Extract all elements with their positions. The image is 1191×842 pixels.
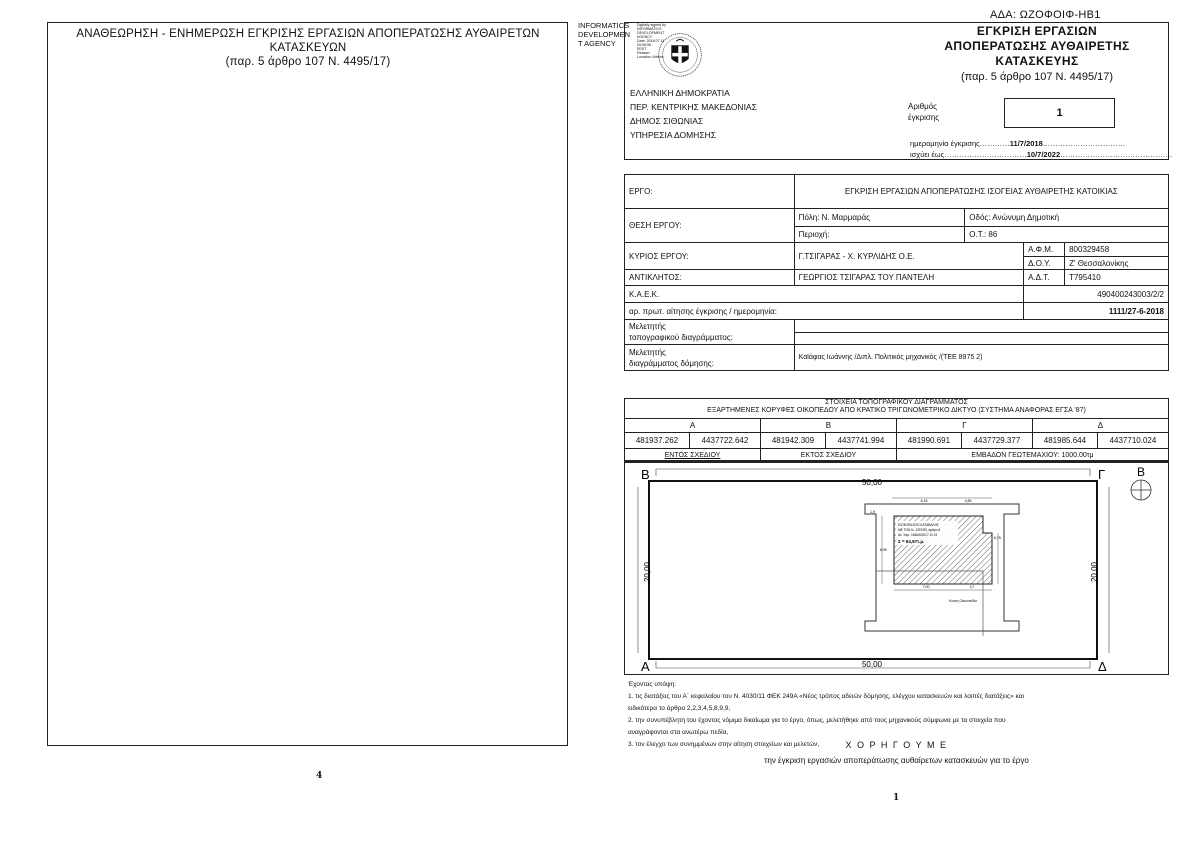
meleti-dom-line: Μελετητής [629, 347, 666, 357]
greek-coat-of-arms-icon [651, 22, 709, 80]
ergo-label: ΕΡΓΟ: [625, 175, 795, 209]
perioxi-value: Περιοχή: [794, 227, 965, 243]
meleti-topo-label [625, 320, 795, 345]
table-row [625, 320, 1169, 333]
coordinates-title-line: ΣΤΟΙΧΕΙΑ ΤΟΠΟΓΡΑΦΙΚΟΥ ΔΙΑΓΡΑΜΜΑΤΟΣ [825, 399, 968, 406]
approval-date-line [910, 139, 1125, 148]
site-plan-drawing [624, 461, 1169, 675]
coordinates-title-line: ΕΞΑΡΤΗΜΕΝΕΣ ΚΟΡΥΦΕΣ ΟΙΚΟΠΕΔΟΥ ΑΠΟ ΚΡΑΤΙΚΟ ΤΡΙΓΩΝΟΜΕΤΡΙΚΟ ΔΙΚΤΥΟ (ΣΥΣΤΗΜΑ ΑΝΑΦΟΡΑΣ ΕΓΣΑ '87) [707, 407, 1086, 414]
approval-number-label [908, 101, 939, 123]
document-title [912, 24, 1162, 69]
adt-label: Α.Δ.Τ. [1024, 270, 1065, 286]
info-dev-label [578, 21, 630, 48]
table-row [625, 433, 1169, 449]
bottom-dimension: 50,00 [861, 660, 883, 669]
meleti-topo-line: τοπογραφικού διαγράμματος: [629, 333, 733, 342]
signature-line: Location: Athens [637, 55, 664, 59]
vertex-name: Β [760, 419, 896, 433]
corner-a: Α [641, 659, 650, 674]
left-title-line-1: ΑΝΑΘΕΩΡΗΣΗ - ΕΝΗΜΕΡΩΣΗ ΕΓΚΡΙΣΗΣ ΕΡΓΑΣΙΩΝ ΑΠΟΠΕΡΑΤΩΣΗΣ ΑΥΘΑΙΡΕΤΩΝ [76, 28, 540, 40]
vertex-y: 4437710.024 [1097, 433, 1168, 449]
org-line: ΠΕΡ. ΚΕΝΤΡΙΚΗΣ ΜΑΚΕΔΟΝΙΑΣ [630, 102, 757, 112]
valid-until-date: 10/7/2022 [1026, 150, 1061, 159]
kyrios-label: ΚΥΡΙΟΣ ΕΡΓΟΥ: [625, 243, 795, 270]
table-row [625, 243, 1169, 257]
vertex-x: 481937.262 [625, 433, 690, 449]
meleti-dom-line: διαγράμματος δόμησης: [629, 358, 714, 368]
meleti-topo-value-2 [794, 332, 1168, 345]
right-dimension: 20,00 [1090, 561, 1099, 583]
signature-line: EEST [637, 47, 647, 51]
corner-g: Γ [1098, 467, 1106, 482]
signature-line: DEVELOPMENT AGENCY [637, 31, 665, 39]
doy-label: Δ.Ο.Υ. [1024, 257, 1065, 270]
org-line: ΕΛΛΗΝΙΚΗ ΔΗΜΟΚΡΑΤΙΑ [630, 88, 730, 98]
table-row [625, 345, 1169, 371]
organization-block [630, 86, 757, 142]
hatch-label: Αν. Χαρ. 1646/6/2017.11.01 [898, 533, 938, 537]
left-page-frame [47, 22, 568, 746]
antiklitos-value: ΓΕΩΡΓΙΟΣ ΤΣΙΓΑΡΑΣ ΤΟΥ ΠΑΝΤΕΛΗ [794, 270, 1023, 286]
protokolo-label: αρ. πρωτ. αίτησης έγκρισης / ημερομηνία: [625, 303, 1024, 320]
coordinates-table [624, 418, 1169, 463]
meleti-topo-line: Μελετητής [629, 322, 666, 331]
embadon: ΕΜΒΑΔΟΝ ΓΕΩΤΕΜΑΧΙΟΥ: 1000.00τμ [896, 449, 1168, 463]
dimension-label: 1,9 [870, 510, 875, 514]
approval-number-box: 1 [1004, 98, 1115, 128]
vertex-name: Δ [1032, 419, 1168, 433]
kaek-label: Κ.Α.Ε.Κ. [625, 286, 1024, 303]
table-row [625, 175, 1169, 209]
signature-line: 09:08:56 [637, 43, 651, 47]
org-line: ΔΗΜΟΣ ΣΙΘΩΝΙΑΣ [630, 116, 704, 126]
info-dev-line: T AGENCY [578, 39, 616, 48]
adt-value: Τ795410 [1065, 270, 1169, 286]
vertex-y: 4437741.994 [825, 433, 896, 449]
entos-sxediou: ΕΝΤΟΣ ΣΧΕΔΙΟΥ [625, 449, 761, 463]
afm-value: 800329458 [1065, 243, 1169, 257]
protokolo-value: 1111/27-6-2018 [1024, 303, 1169, 320]
dimension-label: 4,85 [964, 499, 972, 503]
title-line: ΑΠΟΠΕΡΑΤΩΣΗΣ ΑΥΘΑΙΡΕΤΗΣ [944, 39, 1130, 53]
note-line: 3. τον έλεγχο των συνημμένων στην αίτηση στοιχείων και μελετών, [628, 741, 820, 748]
plot-boundary [649, 481, 1097, 659]
note-line: 1. τις διατάξεις του Α΄ κεφαλαίου του Ν. 4030/11 ΦΕΚ 249Α «Νέος τρόπος αδειών δόμησης, ελέγχου κατασκευών και λοιπές διατάξεις» και [628, 693, 1024, 700]
meleti-dom-label [625, 345, 795, 371]
valid-until-dots: ……………………………………… [1060, 150, 1173, 159]
title-line: ΕΓΚΡΙΣΗ ΕΡΓΑΣΙΩΝ [976, 24, 1098, 38]
org-line: ΥΠΗΡΕΣΙΑ ΔΟΜΗΣΗΣ [630, 130, 716, 140]
document-subtitle: (παρ. 5 άρθρο 107 Ν. 4495/17) [960, 71, 1114, 83]
meleti-dom-value: Καϊάφας Ιωάννης /Διπλ. Πολιτικός μηχανικός /(ΤΕΕ 8975 2) [794, 345, 1168, 371]
odos-value: Οδός: Ανώνυμη Δημοτική [965, 209, 1169, 227]
top-dimension: 50,00 [861, 478, 883, 487]
kaek-value: 490400243003/2/2 [1024, 286, 1169, 303]
dimension-label: 6,15 [920, 499, 928, 503]
left-page-title [50, 27, 566, 69]
approval-number-label-line: Αριθμός [908, 102, 938, 111]
approval-date-label: ημερομηνία έγκρισης………… [910, 139, 1010, 148]
antiklitos-label: ΑΝΤΙΚΛΗΤΟΣ: [625, 270, 795, 286]
left-dimension: 20,00 [643, 561, 652, 583]
project-info-table [624, 174, 1169, 371]
approval-number-label-line: έγκρισης [908, 113, 940, 122]
signature-line: Date: 2018.07.11 [637, 39, 665, 43]
ada-code: ΑΔΑ: ΩΖΟΦΟΙΦ-ΗΒ1 [990, 9, 1101, 21]
left-title-line-2: ΚΑΤΑΣΚΕΥΩΝ [269, 42, 347, 54]
dimension-label: 6,75 [994, 536, 1001, 540]
left-page-number: 4 [316, 771, 323, 781]
ergo-value: ΕΓΚΡΙΣΗ ΕΡΓΑΣΙΩΝ ΑΠΟΠΕΡΑΤΩΣΗΣ ΙΣΟΓΕΙΑΣ ΑΥΘΑΙΡΕΤΗΣ ΚΑΤΟΙΚΙΑΣ [794, 175, 1168, 209]
xorigoume-heading: Χ Ο Ρ Η Γ Ο Υ Μ Ε [845, 740, 948, 750]
xorigoume-subtitle: την έγκριση εργασιών αποπεράτωσης αυθαίρετων κατασκευών για το έργο [764, 756, 1029, 765]
table-row [625, 270, 1169, 286]
table-row [625, 419, 1169, 433]
hatch-label: ΕΙΣΦΟΡΑ ΑΠΟ ΚΑΤΑΒΑΛΗΣ [898, 523, 939, 527]
signature-line: Reason: [637, 51, 651, 55]
note-line: ειδικότερα το άρθρο 2,2,3,4,5,8,9,9, [628, 705, 731, 712]
kyrios-value: Γ.ΤΣΙΓΑΡΑΣ - Χ. ΚΥΡΛΙΔΗΣ Ο.Ε. [794, 243, 1023, 270]
info-dev-line: DEVELOPMEN [578, 30, 631, 39]
coordinates-title [624, 399, 1169, 415]
table-row [625, 209, 1169, 227]
hatch-area: Σ = 64,97τ.μ. [898, 539, 925, 544]
note-line: αναγράφονται στα ανωτέρω πεδία, [628, 729, 729, 736]
ot-value: Ο.Τ.: 86 [965, 227, 1169, 243]
vertex-x: 481985.644 [1032, 433, 1097, 449]
road-label: Κοινή Οικοπεδία [949, 599, 977, 603]
vertex-y: 4437729.377 [961, 433, 1032, 449]
left-title-line-3: (παρ. 5 άρθρο 107 Ν. 4495/17) [225, 56, 391, 68]
vertex-name: Α [625, 419, 761, 433]
signature-line: INFORMATICS [637, 27, 662, 31]
ektos-sxediou: ΕΚΤΟΣ ΣΧΕΔΙΟΥ [760, 449, 896, 463]
afm-label: Α.Φ.Μ. [1024, 243, 1065, 257]
dimension-label: 7,00 [922, 585, 930, 589]
poli-value: Πόλη: Ν. Μαρμαράς [794, 209, 965, 227]
note-line: Έχοντας υπόψη: [628, 681, 677, 688]
signature-line: Digitally signed by [637, 23, 666, 27]
corner-b: Β [641, 467, 650, 482]
vertex-x: 481990.691 [896, 433, 961, 449]
doy-value: Ζ' Θεσσαλονίκης [1065, 257, 1169, 270]
vertex-name: Γ [896, 419, 1032, 433]
corner-d: Δ [1098, 659, 1107, 674]
table-row [625, 286, 1169, 303]
meleti-topo-value-1 [794, 320, 1168, 333]
dimension-label: 6,95 [880, 548, 887, 552]
valid-until-line [910, 150, 1173, 159]
dimension-label: 3,7 [969, 585, 975, 589]
vertex-x: 481942.309 [760, 433, 825, 449]
hatch-label: ΜΕ ΤΟΝ Ν. 1337/83, άρθρο 8 [898, 528, 941, 532]
table-row [625, 303, 1169, 320]
vertex-y: 4437722.642 [689, 433, 760, 449]
approval-date-dots: …………………………… [1042, 139, 1126, 148]
right-page-number: 1 [893, 793, 900, 803]
info-dev-line: INFORMATICS [578, 21, 630, 30]
approval-date: 11/7/2018 [1009, 139, 1043, 148]
note-line: 2. την συνυπέβλητη του έχοντος νόμιμα δικαίωμα για το έργο, όπως, μελετήθηκε από τους μηχανικούς σύμφωνα με τα στοιχεία που [628, 717, 1006, 724]
thesi-label: ΘΕΣΗ ΕΡΓΟΥ: [625, 209, 795, 243]
valid-until-label: ισχύει έως…………………………… [910, 150, 1027, 159]
title-line: ΚΑΤΑΣΚΕΥΗΣ [995, 54, 1079, 68]
north-label: Β [1136, 465, 1146, 479]
